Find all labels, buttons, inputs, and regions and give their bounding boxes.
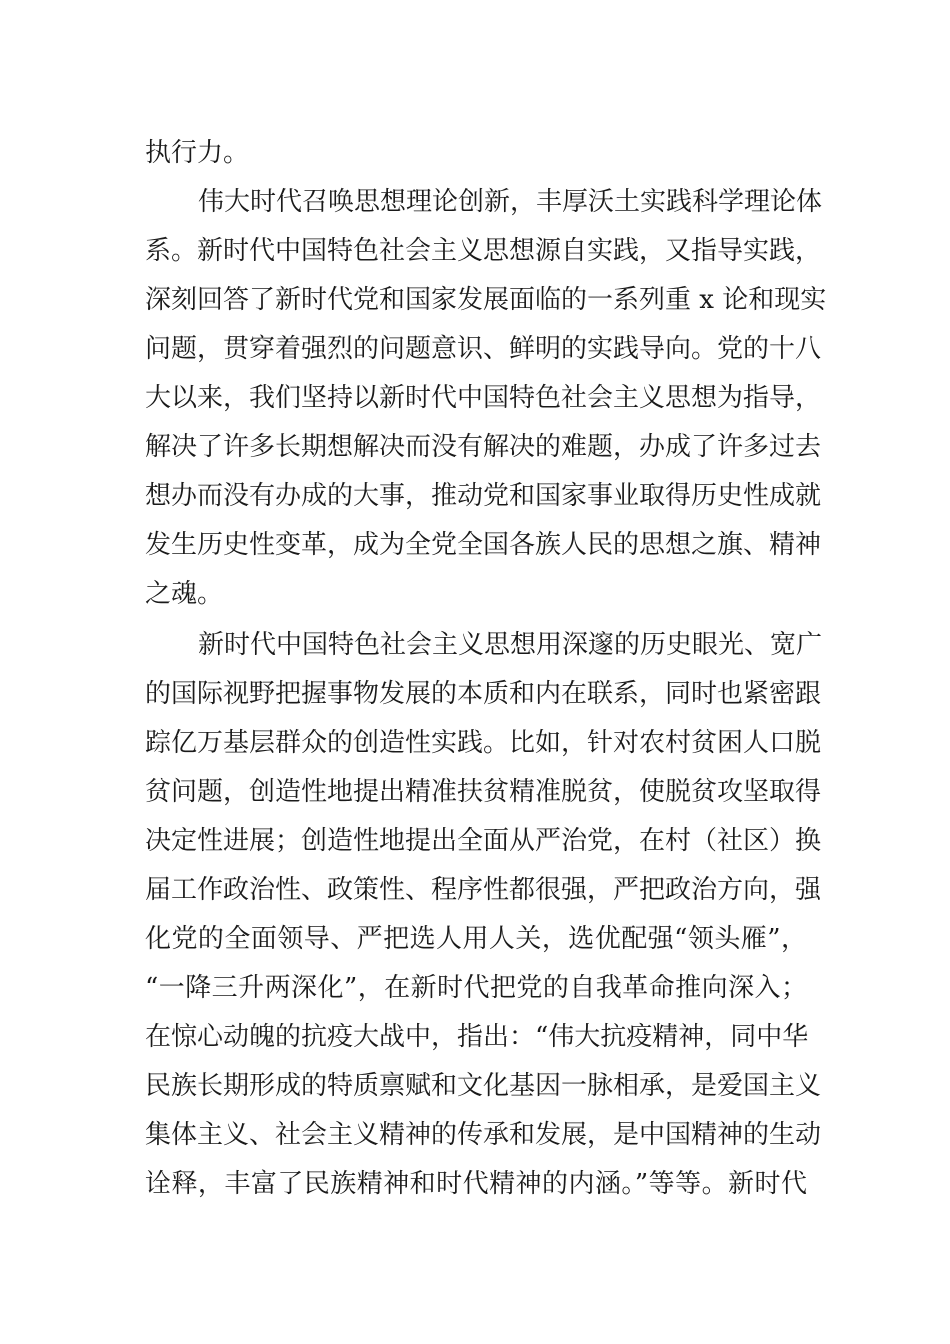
text-line: 发生历史性变革，成为全党全国各族人民的思想之旗、精神 bbox=[145, 530, 822, 560]
text-line: 民族长期形成的特质禀赋和文化基因一脉相承，是爱国主义 bbox=[145, 1071, 822, 1101]
text-line: 集体主义、社会主义精神的传承和发展，是中国精神的生动 bbox=[145, 1120, 822, 1150]
text-line: 大以来，我们坚持以新时代中国特色社会主义思想为指导， bbox=[145, 383, 822, 413]
text-line: 在惊心动魄的抗疫大战中，指出：“伟大抗疫精神，同中华 bbox=[145, 1022, 809, 1052]
text-line: 深刻回答了新时代党和国家发展面临的一系列重 x 论和现实 bbox=[145, 285, 827, 315]
text-line: 踪亿万基层群众的创造性实践。比如，针对农村贫困人口脱 bbox=[145, 728, 822, 758]
text-line: 执行力。 bbox=[145, 138, 250, 168]
text-line: 的国际视野把握事物发展的本质和内在联系，同时也紧密跟 bbox=[145, 679, 822, 709]
text-line: 解决了许多长期想解决而没有解决的难题，办成了许多过去 bbox=[145, 432, 822, 462]
text-line: 贫问题，创造性地提出精准扶贫精准脱贫，使脱贫攻坚取得 bbox=[145, 777, 822, 807]
text-line: 系。新时代中国特色社会主义思想源自实践，又指导实践， bbox=[145, 236, 822, 266]
text-line: 诠释，丰富了民族精神和时代精神的内涵。”等等。新时代 bbox=[145, 1169, 807, 1199]
text-line: 问题，贯穿着强烈的问题意识、鲜明的实践导向。党的十八 bbox=[145, 334, 822, 364]
paragraph-first-line: 新时代中国特色社会主义思想用深邃的历史眼光、宽广 bbox=[198, 630, 823, 660]
text-line: 决定性进展；创造性地提出全面从严治党，在村（社区）换 bbox=[145, 826, 822, 856]
text-line: 之魂。 bbox=[145, 579, 224, 609]
text-line: 届工作政治性、政策性、程序性都很强，严把政治方向，强 bbox=[145, 875, 822, 905]
text-line: 想办而没有办成的大事，推动党和国家事业取得历史性成就 bbox=[145, 481, 822, 511]
text-line: “一降三升两深化”，在新时代把党的自我革命推向深入； bbox=[145, 973, 807, 1003]
text-line: 化党的全面领导、严把选人用人关，选优配强“领头雁”， bbox=[145, 924, 807, 954]
paragraph-first-line: 伟大时代召唤思想理论创新，丰厚沃土实践科学理论体 bbox=[198, 187, 823, 217]
